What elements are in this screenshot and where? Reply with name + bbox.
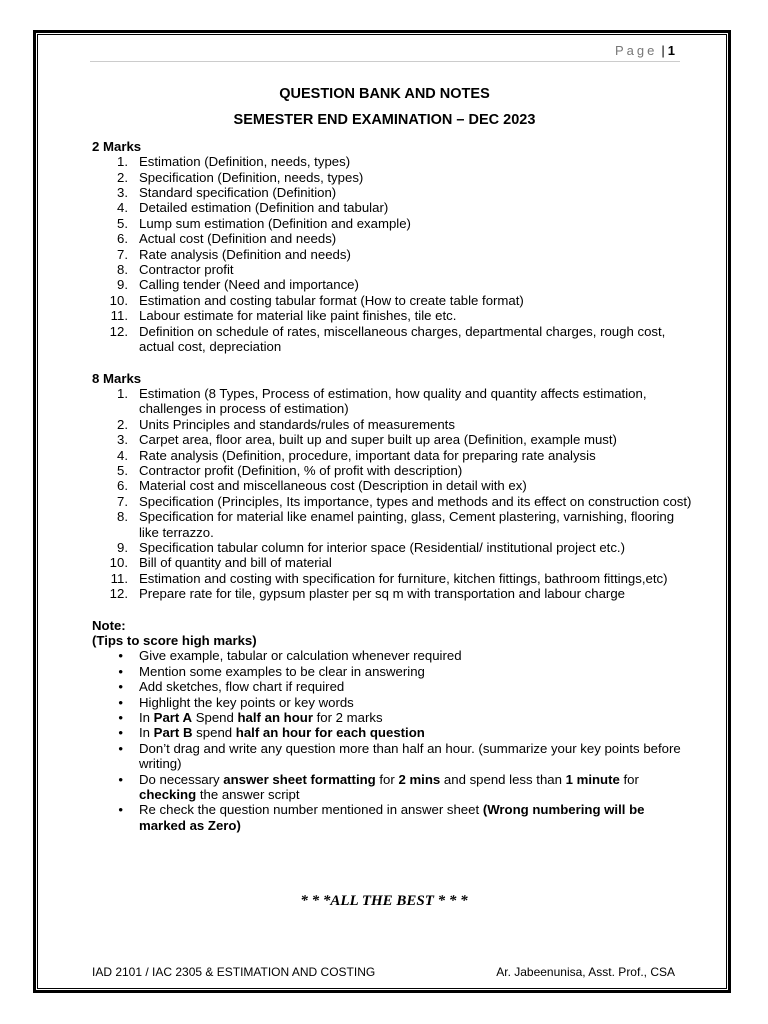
item-number: 11.	[110, 308, 128, 324]
item-number: 6.	[117, 231, 128, 247]
list-item	[92, 432, 692, 447]
item-text: Specification for material like enamel painting, glass, Cement plastering, varnishing, flooring like terrazzo.	[139, 509, 675, 540]
list-item	[92, 571, 692, 586]
tip-item	[92, 741, 692, 772]
item-number: 5.	[117, 215, 128, 231]
tip-emphasis: (Wrong numbering will be marked as Zero)	[139, 802, 645, 833]
item-text: Definition on schedule of rates, miscellaneous charges, departmental charges, rough cost, actual cost, depreciation	[139, 323, 666, 355]
closing-message: * * *ALL THE BEST * * *	[300, 893, 468, 909]
tip-emphasis: half an hour for each question	[235, 725, 425, 741]
bullet-icon: •	[118, 771, 123, 787]
tip-text	[139, 679, 344, 694]
tip-fragment: for 2 marks	[312, 710, 383, 726]
list-item	[92, 277, 692, 292]
tip-text	[139, 710, 383, 725]
item-number: 11.	[110, 570, 128, 586]
tip-text	[139, 772, 639, 802]
tip-fragment: Give example, tabular or calculation whenever required	[139, 648, 462, 664]
item-text: Estimation (Definition, needs, types)	[139, 154, 351, 170]
item-number: 10.	[109, 555, 128, 571]
tip-text	[139, 741, 681, 771]
tip-emphasis: half an hour	[237, 710, 313, 726]
item-number: 12.	[109, 323, 128, 339]
tip-emphasis: Part B	[153, 725, 193, 741]
page-number-header	[615, 43, 675, 58]
footer-course: IAD 2101 / IAC 2305 & ESTIMATION AND COSTING	[92, 965, 376, 979]
item-number: 3.	[117, 185, 128, 201]
tip-text	[139, 695, 354, 710]
list-item	[92, 308, 692, 323]
footer-author: Ar. Jabeenunisa, Asst. Prof., CSA	[496, 965, 675, 979]
bullet-icon: •	[118, 679, 123, 695]
item-number: 1.	[117, 154, 128, 170]
tip-fragment: Don’t drag and write any question more than half an hour. (summarize your key points before writing)	[139, 740, 681, 772]
list-item	[92, 478, 692, 493]
list-item	[92, 293, 692, 308]
item-text: Rate analysis (Definition, procedure, important data for preparing rate analysis	[139, 447, 596, 463]
document-title: QUESTION BANK AND NOTES	[279, 86, 490, 102]
tip-fragment: for	[375, 771, 399, 787]
tip-fragment: Re check the question number mentioned in answer sheet	[139, 802, 483, 818]
tip-text	[139, 725, 425, 740]
page-label: Page	[615, 43, 658, 58]
item-number: 9.	[117, 539, 128, 555]
item-number: 6.	[117, 478, 128, 494]
item-text: Actual cost (Definition and needs)	[139, 231, 337, 247]
eight-marks-heading: 8 Marks	[92, 370, 142, 386]
tip-fragment: the answer script	[196, 787, 300, 803]
bullet-icon: •	[118, 648, 123, 664]
tips-list	[92, 648, 692, 833]
tip-item	[92, 664, 692, 679]
item-text: Bill of quantity and bill of material	[139, 555, 332, 571]
list-item	[92, 247, 692, 262]
bullet-icon: •	[118, 740, 123, 756]
tip-text	[139, 802, 644, 832]
document-subtitle: SEMESTER END EXAMINATION – DEC 2023	[233, 112, 536, 129]
list-item	[92, 586, 692, 601]
note-heading: Note:	[92, 617, 126, 633]
list-item	[92, 324, 692, 355]
list-item	[92, 170, 692, 185]
list-item	[92, 231, 692, 246]
tip-fragment: In	[139, 710, 154, 726]
page-separator: |	[661, 43, 665, 58]
tip-item	[92, 710, 692, 725]
bullet-icon: •	[118, 802, 123, 818]
list-item	[92, 540, 692, 555]
document-body	[92, 87, 692, 833]
list-item	[92, 386, 692, 417]
item-number: 4.	[117, 200, 128, 216]
item-text: Calling tender (Need and importance)	[139, 277, 359, 293]
tip-fragment: for	[619, 771, 639, 787]
list-item	[92, 216, 692, 231]
item-text: Material cost and miscellaneous cost (Description in detail with ex)	[139, 478, 527, 494]
tip-emphasis: Part A	[153, 710, 193, 726]
item-text: Specification (Principles, Its importance, types and methods and its effect on construction cost)	[139, 493, 692, 509]
tip-emphasis: answer sheet formatting	[223, 771, 376, 787]
item-text: Labour estimate for material like paint finishes, tile etc.	[139, 308, 457, 324]
tip-item	[92, 648, 692, 663]
item-number: 12.	[109, 586, 128, 602]
tip-fragment: Mention some examples to be clear in answering	[139, 663, 425, 679]
header-rule	[90, 61, 680, 62]
item-number: 8.	[117, 262, 128, 278]
bullet-icon: •	[118, 663, 123, 679]
tip-fragment: In	[139, 725, 154, 741]
item-text: Contractor profit	[139, 262, 234, 278]
item-text: Lump sum estimation (Definition and example)	[139, 215, 411, 231]
item-number: 2.	[117, 416, 128, 432]
tip-item	[92, 725, 692, 740]
tip-fragment: spend	[192, 725, 236, 741]
tip-emphasis: checking	[139, 787, 197, 803]
bullet-icon: •	[118, 710, 123, 726]
item-number: 7.	[117, 246, 128, 262]
page-number: 1	[667, 43, 675, 58]
tip-item	[92, 695, 692, 710]
bullet-icon: •	[118, 725, 123, 741]
item-text: Detailed estimation (Definition and tabular)	[139, 200, 389, 216]
list-item	[92, 200, 692, 215]
tip-emphasis: 2 mins	[398, 771, 441, 787]
list-item	[92, 509, 692, 540]
item-text: Units Principles and standards/rules of measurements	[139, 416, 455, 432]
note-subheading: (Tips to score high marks)	[92, 633, 257, 648]
item-text: Carpet area, floor area, built up and super built up area (Definition, example must)	[139, 432, 617, 448]
list-item	[92, 262, 692, 277]
tip-fragment: and spend less than	[440, 771, 566, 787]
list-item	[92, 463, 692, 478]
item-number: 3.	[117, 432, 128, 448]
tip-emphasis: 1 minute	[565, 771, 620, 787]
item-number: 1.	[117, 385, 128, 401]
list-item	[92, 154, 692, 169]
bullet-icon: •	[118, 694, 123, 710]
item-text: Rate analysis (Definition and needs)	[139, 246, 351, 262]
item-number: 9.	[117, 277, 128, 293]
tip-item	[92, 772, 692, 803]
list-item	[92, 494, 692, 509]
item-number: 2.	[117, 169, 128, 185]
list-item	[92, 185, 692, 200]
tip-fragment: Spend	[192, 710, 238, 726]
tip-text	[139, 664, 425, 679]
eight-marks-list	[92, 386, 692, 602]
item-text: Specification (Definition, needs, types)	[139, 169, 364, 185]
tip-item	[92, 802, 692, 833]
list-item	[92, 555, 692, 570]
two-marks-list	[92, 154, 692, 354]
item-number: 5.	[117, 462, 128, 478]
item-text: Estimation (8 Types, Process of estimation, how quality and quantity affects estimation, challenges in process of estimation)	[139, 385, 647, 417]
two-marks-heading: 2 Marks	[92, 138, 142, 154]
item-text: Estimation and costing tabular format (How to create table format)	[139, 292, 524, 308]
item-text: Standard specification (Definition)	[139, 185, 337, 201]
item-text: Prepare rate for tile, gypsum plaster per sq m with transportation and labour charge	[139, 586, 625, 602]
item-number: 7.	[117, 493, 128, 509]
item-number: 8.	[117, 509, 128, 525]
item-text: Specification tabular column for interior space (Residential/ institutional project etc.)	[139, 539, 625, 555]
item-text: Estimation and costing with specification for furniture, kitchen fittings, bathroom fittings,etc)	[139, 570, 668, 586]
list-item	[92, 417, 692, 432]
tip-text	[139, 648, 462, 663]
item-number: 4.	[117, 447, 128, 463]
tip-fragment: Add sketches, flow chart if required	[139, 679, 345, 695]
tip-fragment: Highlight the key points or key words	[139, 694, 354, 710]
tip-fragment: Do necessary	[139, 771, 224, 787]
tip-item	[92, 679, 692, 694]
list-item	[92, 448, 692, 463]
item-text: Contractor profit (Definition, % of profit with description)	[139, 462, 463, 478]
item-number: 10.	[109, 292, 128, 308]
